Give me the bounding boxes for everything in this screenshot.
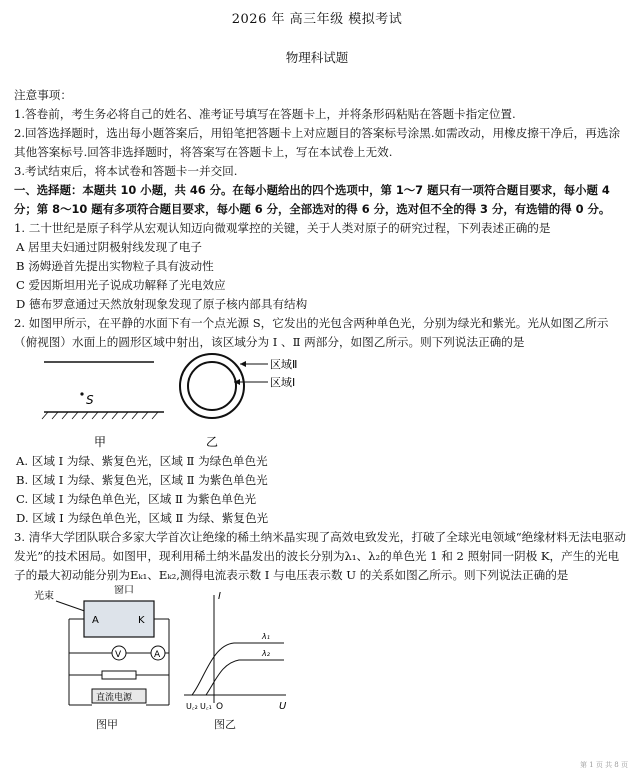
option-c: C 爱因斯坦用光子说成功解释了光电效应 — [16, 278, 226, 292]
curve-lambda2 — [206, 660, 284, 695]
option-c: C. 区域 Ⅰ 为绿色单色光，区域 Ⅱ 为紫色单色光 — [16, 492, 257, 506]
bottom-hatch — [42, 412, 158, 419]
option-b: B. 区域 Ⅰ 为绿、紫复色光，区域 Ⅱ 为紫色单色光 — [16, 473, 268, 487]
caption-a: 图甲 — [96, 718, 118, 731]
anode-label: A — [92, 615, 99, 626]
curve-lambda1 — [192, 643, 284, 695]
notice-item: 1.答卷前，考生务必将自己的姓名、准考证号填写在答题卡上，并将条形码粘贴在答题卡指定位置. — [14, 107, 516, 121]
u-axis-label: U — [279, 701, 287, 712]
section-title: 一、选择题：本题共 10 小题，共 46 分。在每小题给出的四个选项中，第 1～7 题只有一项符合题目要求，每小题 4 分；第 8～10 题有多项符合题目要求，每小题 6 分，全部选对的得 6 分，选对但不全的得 3 分，有选错的得 0 分。 — [14, 183, 611, 216]
question-stem: 3. 清华大学团队联合多家大学首次让绝缘的稀土纳米晶实现了高效电致发光，打破了全球光电领域“绝缘材料无法电驱动发光”的技术困局。如图甲，现利用稀土纳米晶发出的波长分别为λ₁、λ₂的单色光 1 和 2 照射同一阴极 K，产生的光电子的最大初动能分别为Eₖ₁、Eₖ₂,测得电流表示数 I 与电压表示数 U 的关系如图乙所示。则下列说法正确的是 — [14, 530, 626, 582]
fig-label-a: 甲 — [94, 435, 107, 449]
q3-figure-drawing — [34, 585, 334, 715]
stopping-voltage-2-label: U꜀₂ — [186, 702, 198, 711]
outer-circle — [180, 354, 244, 418]
region2-label: 区域Ⅱ — [270, 358, 298, 371]
stopping-voltage-1-label: U꜀₁ — [200, 702, 212, 711]
fig-label-b: 乙 — [206, 435, 219, 449]
rheostat — [102, 671, 136, 679]
option-a: A 居里夫妇通过阴极射线发现了电子 — [16, 240, 202, 254]
exam-body — [14, 86, 626, 729]
question-stem: 2. 如图甲所示，在平静的水面下有一个点光源 S，它发出的光包含两种单色光，分别为绿光和紫光。光从如图乙所示（俯视图）水面上的圆形区域中射出，该区域分为 Ⅰ 、Ⅱ 两部分，如图乙所示。则下列说法正确的是 — [14, 316, 609, 349]
light-beam-label: 光束 — [34, 591, 54, 602]
option-d: D. 区域 Ⅰ 为绿色单色光，区域 Ⅱ 为绿、紫复色光 — [16, 511, 269, 525]
region1-label: 区域Ⅰ — [270, 376, 296, 389]
cathode-label: K — [138, 615, 145, 626]
notice-item: 2.回答选择题时，选出每小题答案后，用铅笔把答题卡上对应题目的答案标号涂黑.如需改动，用橡皮擦干净后，再选涂其他答案标号.回答非选择题时，将答案写在答题卡上，写在本试卷上无效. — [14, 126, 621, 159]
point-source — [80, 392, 83, 395]
page-footer: 第 1 页 共 8 页 — [579, 761, 628, 769]
dc-supply-label: 直流电源 — [96, 693, 133, 703]
question-stem: 1. 二十世纪是原子科学从宏观认知迈向微观掌控的关键，关于人类对原子的研究过程，下列表述正确的是 — [14, 221, 551, 235]
ammeter-label: A — [154, 650, 161, 660]
q2-figure — [14, 352, 626, 452]
origin-label: O — [216, 702, 224, 712]
i-axis-label: I — [218, 591, 221, 602]
notice-heading: 注意事项： — [14, 88, 72, 102]
source-label: S — [86, 393, 94, 407]
q3-figure — [14, 585, 626, 715]
notice-item: 3.考试结束后，将本试卷和答题卡一并交回. — [14, 164, 238, 178]
window-label: 窗口 — [114, 585, 134, 596]
lambda1-label: λ₁ — [262, 632, 270, 641]
voltmeter-label: V — [115, 650, 122, 660]
inner-circle — [188, 362, 236, 410]
caption-b: 图乙 — [214, 718, 236, 731]
arrowhead-region2 — [240, 361, 246, 367]
lambda2-label: λ₂ — [262, 649, 270, 658]
subject-title: 物理科试题 — [285, 50, 349, 65]
exam-header: 2026 年 高三年级 模拟考试 — [231, 12, 403, 27]
option-a: A. 区域 Ⅰ 为绿、紫复色光，区域 Ⅱ 为绿色单色光 — [16, 454, 268, 468]
option-b: B 汤姆逊首先提出实物粒子具有波动性 — [16, 259, 214, 273]
q2-figure-drawing — [34, 352, 374, 452]
q3-captions — [14, 715, 626, 729]
option-d: D 德布罗意通过天然放射现象发现了原子核内部具有结构 — [16, 297, 308, 311]
